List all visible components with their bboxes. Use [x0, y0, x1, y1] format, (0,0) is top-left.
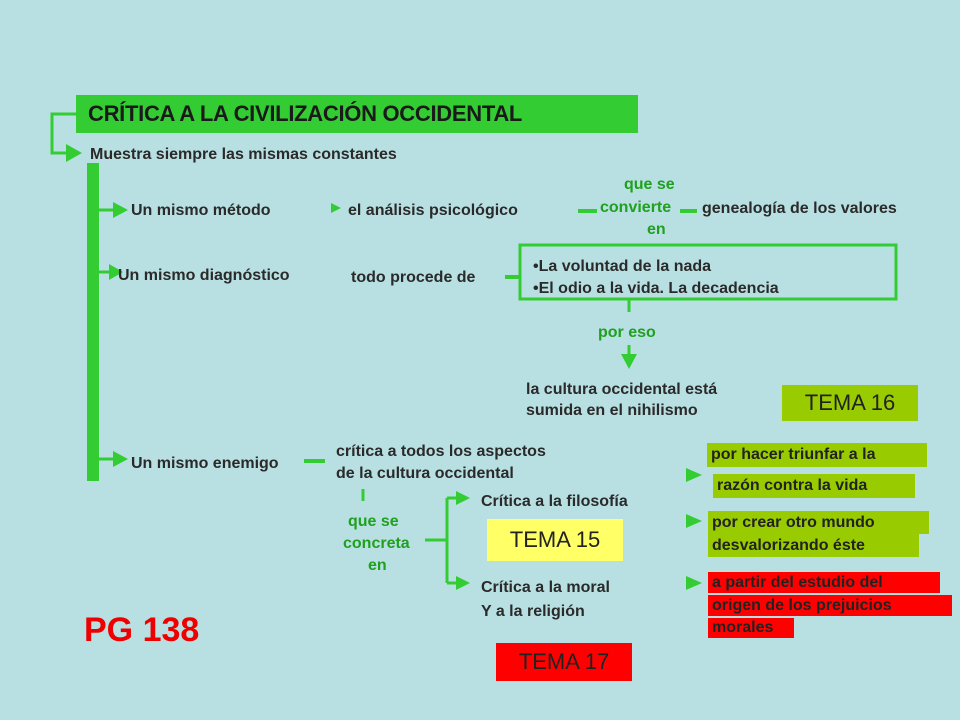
reason-philosophy-b-1: por crear otro mundo [708, 511, 929, 534]
diagnosis-label: Un mismo diagnóstico [118, 267, 290, 284]
main-title: CRÍTICA A LA CIVILIZACIÓN OCCIDENTAL [88, 101, 523, 126]
reason-moral-2: origen de los prejuicios [708, 595, 952, 616]
diagnosis-item-2: •El odio a la vida. La decadencia [533, 280, 779, 297]
method-label: Un mismo método [131, 202, 271, 219]
method-result: genealogía de los valores [702, 200, 897, 217]
reason-moral-3: morales [708, 618, 794, 638]
enemy-critique-2: de la cultura occidental [336, 465, 514, 482]
tema-15-badge: TEMA 15 [487, 519, 623, 561]
reason-philosophy-a-1: por hacer triunfar a la [707, 443, 927, 467]
reason-philosophy-b-2: desvalorizando éste [708, 534, 919, 557]
title-box [76, 95, 638, 133]
critique-philosophy: Crítica a la filosofía [481, 493, 628, 510]
enemy-connector-1: que se [348, 513, 399, 530]
enemy-connector-3: en [368, 557, 387, 574]
diagnosis-conclusion-2: sumida en el nihilismo [526, 402, 698, 419]
critique-moral-1: Crítica a la moral [481, 579, 610, 596]
method-connector-3: en [647, 221, 666, 238]
method-analysis: el análisis psicológico [348, 202, 518, 219]
method-connector-2: convierte [600, 199, 672, 216]
enemy-critique-1: crítica a todos los aspectos [336, 443, 546, 460]
tema-16-badge: TEMA 16 [782, 385, 918, 421]
diagnosis-conclusion-1: la cultura occidental está [526, 381, 718, 398]
enemy-label: Un mismo enemigo [131, 455, 279, 472]
subtitle: Muestra siempre las mismas constantes [90, 146, 397, 163]
reason-moral-1: a partir del estudio del [708, 572, 940, 593]
method-connector-1: que se [624, 176, 675, 193]
diagnosis-item-1: •La voluntad de la nada [533, 258, 712, 275]
reason-philosophy-a-2: razón contra la vida [713, 474, 915, 498]
tema-17-badge: TEMA 17 [496, 643, 632, 681]
diagnosis-connector: por eso [598, 324, 656, 341]
diagnosis-origin: todo procede de [351, 269, 476, 286]
page-reference: PG 138 [84, 611, 200, 649]
critique-moral-2: Y a la religión [481, 603, 585, 620]
enemy-connector-2: concreta [343, 535, 410, 552]
